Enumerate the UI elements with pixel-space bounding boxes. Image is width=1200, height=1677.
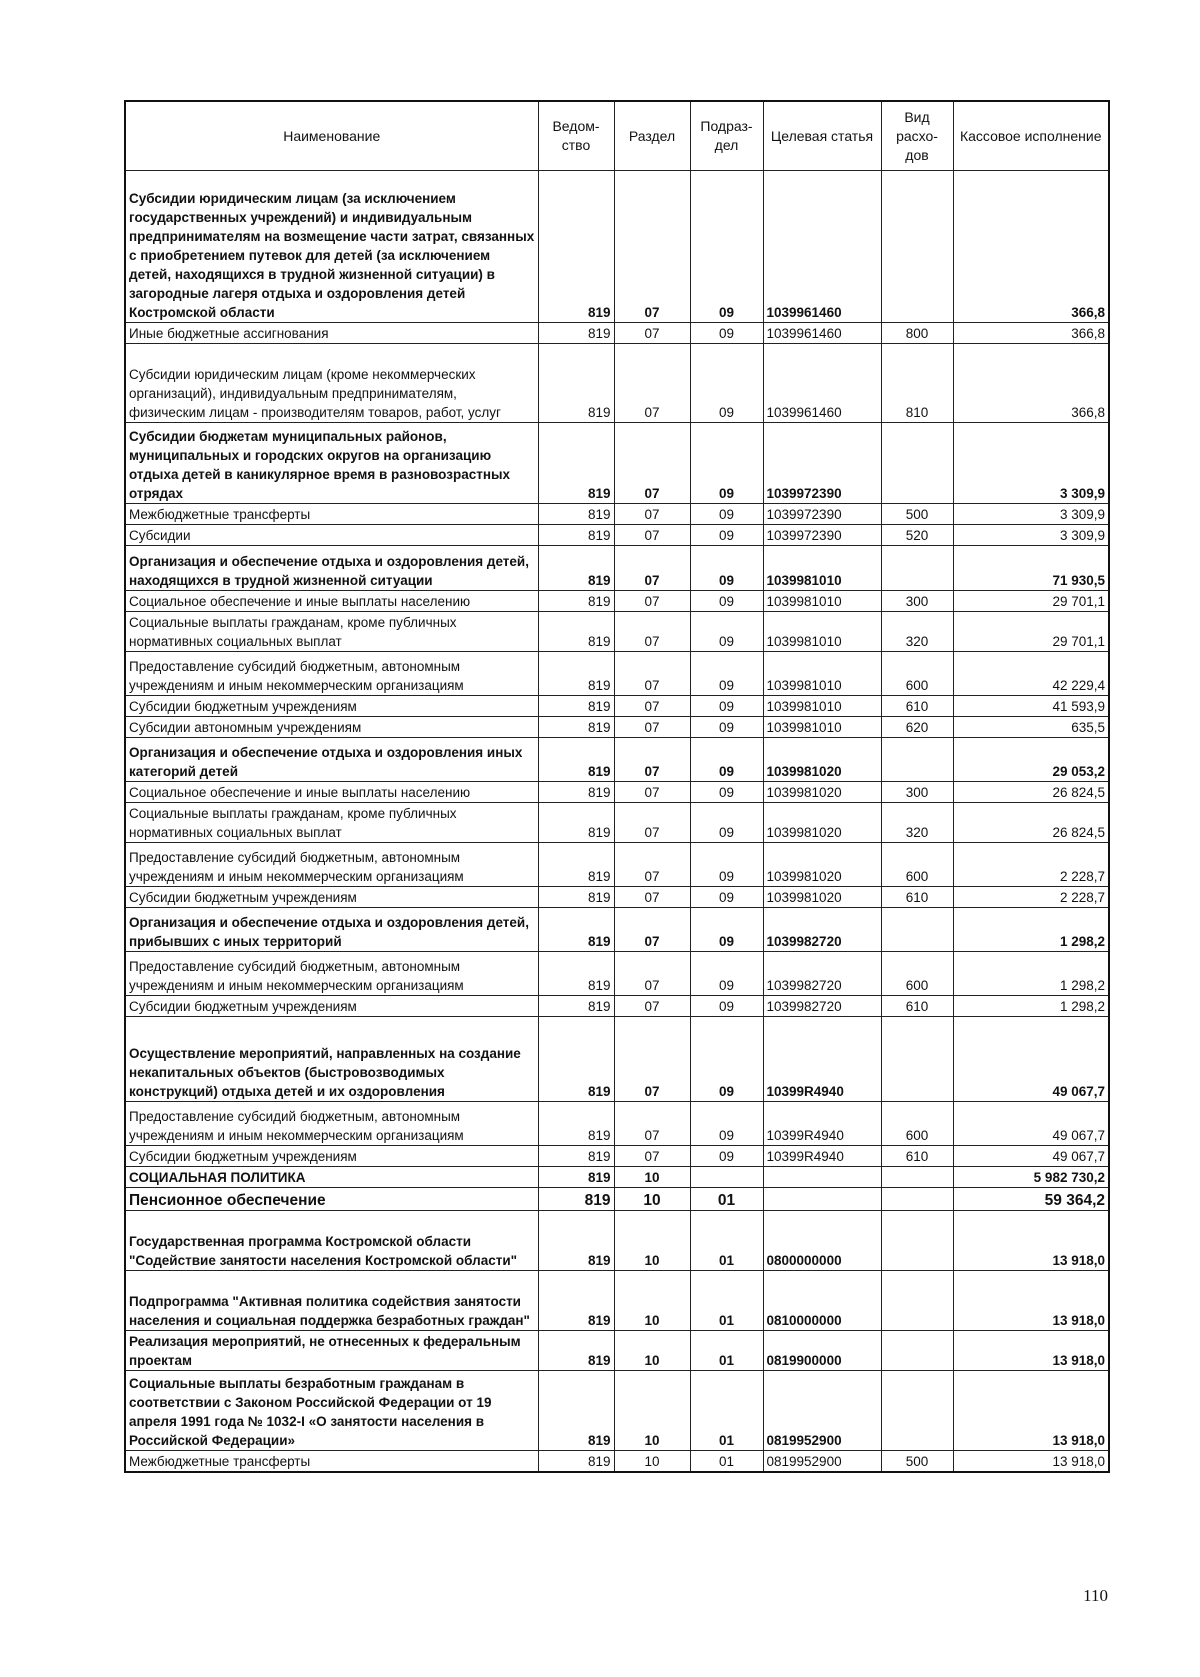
row-podrazdel: 09 [690, 525, 763, 546]
row-vid-raskhodov: 320 [881, 612, 953, 652]
row-vedomstvo: 819 [538, 344, 614, 423]
row-vedomstvo: 819 [538, 591, 614, 612]
row-razdel: 07 [614, 952, 690, 996]
row-name: Субсидии юридическим лицам (за исключением государственных учреждений) и индивидуальным предпринимателям на возмещение части затрат, связанных с приобретением путевок для детей (за исключением детей, находящихся в трудной жизненной ситуации) в загородные лагеря отдыха и оздоровления детей Костромской области [125, 171, 538, 323]
row-kassovoe-ispolnenie: 13 918,0 [953, 1451, 1109, 1472]
row-name: Субсидии автономным учреждениям [125, 717, 538, 738]
row-vid-raskhodov [881, 1167, 953, 1188]
row-vedomstvo: 819 [538, 738, 614, 782]
row-celevaya-statya: 1039981020 [763, 782, 881, 803]
table-row [125, 1167, 1109, 1188]
row-kassovoe-ispolnenie: 41 593,9 [953, 696, 1109, 717]
row-name: Государственная программа Костромской области "Содействие занятости населения Костромской области" [125, 1211, 538, 1271]
row-vedomstvo: 819 [538, 782, 614, 803]
header-kassovoe-ispolnenie: Кассовое исполнение [953, 101, 1109, 171]
row-vedomstvo: 819 [538, 1102, 614, 1146]
row-name: Предоставление субсидий бюджетным, автономным учреждениям и иным некоммерческим организациям [125, 652, 538, 696]
row-razdel: 07 [614, 423, 690, 504]
table-row [125, 908, 1109, 952]
row-razdel: 07 [614, 525, 690, 546]
row-razdel: 07 [614, 738, 690, 782]
table-row [125, 525, 1109, 546]
row-vedomstvo: 819 [538, 323, 614, 344]
table-row [125, 612, 1109, 652]
page-number: 110 [1083, 1586, 1108, 1605]
row-name: Социальные выплаты безработным гражданам в соответствии с Законом Российской Федерации от 19 апреля 1991 года № 1032-I «О занятости населения в Российской Федерации» [125, 1371, 538, 1451]
row-celevaya-statya: 1039961460 [763, 171, 881, 323]
row-kassovoe-ispolnenie: 1 298,2 [953, 996, 1109, 1017]
row-name: Социальное обеспечение и иные выплаты населению [125, 591, 538, 612]
row-celevaya-statya: 1039961460 [763, 344, 881, 423]
row-razdel: 07 [614, 803, 690, 843]
row-podrazdel: 09 [690, 171, 763, 323]
row-podrazdel: 01 [690, 1188, 763, 1211]
row-razdel: 07 [614, 908, 690, 952]
row-vedomstvo: 819 [538, 843, 614, 887]
row-razdel: 07 [614, 887, 690, 908]
row-vid-raskhodov: 520 [881, 525, 953, 546]
row-name: Субсидии бюджетным учреждениям [125, 696, 538, 717]
row-celevaya-statya: 10399R4940 [763, 1146, 881, 1167]
row-name: Подпрограмма "Активная политика содействия занятости населения и социальная поддержка безработных граждан" [125, 1271, 538, 1331]
row-razdel: 07 [614, 1146, 690, 1167]
table-row [125, 843, 1109, 887]
table-row [125, 1017, 1109, 1102]
row-name: Межбюджетные трансферты [125, 1451, 538, 1472]
row-kassovoe-ispolnenie: 71 930,5 [953, 546, 1109, 591]
row-podrazdel: 01 [690, 1331, 763, 1371]
row-vedomstvo: 819 [538, 803, 614, 843]
row-kassovoe-ispolnenie: 29 701,1 [953, 612, 1109, 652]
row-podrazdel: 09 [690, 717, 763, 738]
table-header-row [125, 101, 1109, 171]
row-name: Субсидии бюджетным учреждениям [125, 1146, 538, 1167]
row-vedomstvo: 819 [538, 1451, 614, 1472]
row-celevaya-statya: 1039982720 [763, 996, 881, 1017]
row-celevaya-statya: 0810000000 [763, 1271, 881, 1331]
table-row [125, 1146, 1109, 1167]
row-razdel: 07 [614, 323, 690, 344]
row-kassovoe-ispolnenie: 366,8 [953, 323, 1109, 344]
row-name: Иные бюджетные ассигнования [125, 323, 538, 344]
table-body [125, 171, 1109, 1472]
row-razdel: 07 [614, 843, 690, 887]
row-podrazdel: 09 [690, 952, 763, 996]
row-name: Предоставление субсидий бюджетным, автономным учреждениям и иным некоммерческим организациям [125, 952, 538, 996]
row-celevaya-statya: 0819952900 [763, 1451, 881, 1472]
row-vid-raskhodov: 600 [881, 843, 953, 887]
row-kassovoe-ispolnenie: 2 228,7 [953, 887, 1109, 908]
row-podrazdel: 09 [690, 344, 763, 423]
row-podrazdel: 09 [690, 1146, 763, 1167]
row-vedomstvo: 819 [538, 423, 614, 504]
row-celevaya-statya [763, 1188, 881, 1211]
table-row [125, 1371, 1109, 1451]
row-podrazdel: 09 [690, 782, 763, 803]
row-name: Субсидии [125, 525, 538, 546]
row-razdel: 10 [614, 1211, 690, 1271]
table-row [125, 323, 1109, 344]
table-row [125, 1211, 1109, 1271]
table-row [125, 696, 1109, 717]
row-vid-raskhodov: 300 [881, 782, 953, 803]
row-vedomstvo: 819 [538, 1211, 614, 1271]
row-kassovoe-ispolnenie: 29 053,2 [953, 738, 1109, 782]
header-name: Наименование [125, 101, 538, 171]
row-kassovoe-ispolnenie: 59 364,2 [953, 1188, 1109, 1211]
table-row [125, 1331, 1109, 1371]
row-podrazdel: 01 [690, 1211, 763, 1271]
row-celevaya-statya: 1039981010 [763, 652, 881, 696]
row-podrazdel [690, 1167, 763, 1188]
row-razdel: 07 [614, 1102, 690, 1146]
row-kassovoe-ispolnenie: 1 298,2 [953, 908, 1109, 952]
row-celevaya-statya: 1039961460 [763, 323, 881, 344]
row-celevaya-statya: 1039982720 [763, 952, 881, 996]
row-vid-raskhodov: 800 [881, 323, 953, 344]
row-name: Пенсионное обеспечение [125, 1188, 538, 1211]
row-kassovoe-ispolnenie: 13 918,0 [953, 1331, 1109, 1371]
table-row [125, 1271, 1109, 1331]
row-vid-raskhodov [881, 1017, 953, 1102]
row-razdel: 10 [614, 1371, 690, 1451]
row-vedomstvo: 819 [538, 171, 614, 323]
row-vedomstvo: 819 [538, 952, 614, 996]
row-vid-raskhodov: 610 [881, 696, 953, 717]
row-podrazdel: 09 [690, 323, 763, 344]
row-celevaya-statya [763, 1167, 881, 1188]
budget-execution-table [124, 100, 1110, 1473]
row-kassovoe-ispolnenie: 29 701,1 [953, 591, 1109, 612]
table-row [125, 1451, 1109, 1472]
row-name: Социальное обеспечение и иные выплаты населению [125, 782, 538, 803]
row-podrazdel: 09 [690, 423, 763, 504]
row-celevaya-statya: 10399R4940 [763, 1102, 881, 1146]
table-row [125, 952, 1109, 996]
row-celevaya-statya: 1039981020 [763, 843, 881, 887]
row-kassovoe-ispolnenie: 1 298,2 [953, 952, 1109, 996]
row-razdel: 07 [614, 171, 690, 323]
row-vid-raskhodov: 620 [881, 717, 953, 738]
row-podrazdel: 09 [690, 612, 763, 652]
header-vedomstvo: Ведом-ство [538, 101, 614, 171]
row-name: Социальные выплаты гражданам, кроме публичных нормативных социальных выплат [125, 612, 538, 652]
row-name: Субсидии юридическим лицам (кроме некоммерческих организаций), индивидуальным предпринимателям, физическим лицам - производителям товаров, работ, услуг [125, 344, 538, 423]
row-vedomstvo: 819 [538, 546, 614, 591]
row-vedomstvo: 819 [538, 652, 614, 696]
row-kassovoe-ispolnenie: 366,8 [953, 344, 1109, 423]
row-celevaya-statya: 1039981010 [763, 696, 881, 717]
table-row [125, 1188, 1109, 1211]
row-vedomstvo: 819 [538, 1371, 614, 1451]
row-podrazdel: 09 [690, 1017, 763, 1102]
row-vedomstvo: 819 [538, 1331, 614, 1371]
table-row [125, 652, 1109, 696]
table-row [125, 738, 1109, 782]
row-vid-raskhodov [881, 546, 953, 591]
row-vid-raskhodov: 500 [881, 504, 953, 525]
row-razdel: 07 [614, 344, 690, 423]
row-vid-raskhodov [881, 423, 953, 504]
row-celevaya-statya: 10399R4940 [763, 1017, 881, 1102]
table-row [125, 782, 1109, 803]
row-podrazdel: 01 [690, 1371, 763, 1451]
row-celevaya-statya: 1039972390 [763, 525, 881, 546]
row-podrazdel: 01 [690, 1271, 763, 1331]
table-row [125, 996, 1109, 1017]
row-celevaya-statya: 1039981010 [763, 612, 881, 652]
row-celevaya-statya: 0819900000 [763, 1331, 881, 1371]
row-celevaya-statya: 1039982720 [763, 908, 881, 952]
row-celevaya-statya: 1039972390 [763, 504, 881, 525]
row-kassovoe-ispolnenie: 49 067,7 [953, 1102, 1109, 1146]
row-celevaya-statya: 1039981010 [763, 546, 881, 591]
row-vid-raskhodov: 320 [881, 803, 953, 843]
row-vedomstvo: 819 [538, 1017, 614, 1102]
header-vid-raskhodov: Вид расхо-дов [881, 101, 953, 171]
row-kassovoe-ispolnenie: 26 824,5 [953, 782, 1109, 803]
row-podrazdel: 09 [690, 803, 763, 843]
row-celevaya-statya: 1039981020 [763, 887, 881, 908]
row-name: Организация и обеспечение отдыха и оздоровления иных категорий детей [125, 738, 538, 782]
row-vid-raskhodov [881, 1271, 953, 1331]
row-razdel: 07 [614, 504, 690, 525]
row-vedomstvo: 819 [538, 525, 614, 546]
row-razdel: 07 [614, 996, 690, 1017]
row-celevaya-statya: 1039972390 [763, 423, 881, 504]
row-kassovoe-ispolnenie: 13 918,0 [953, 1271, 1109, 1331]
row-vid-raskhodov: 600 [881, 652, 953, 696]
row-vedomstvo: 819 [538, 504, 614, 525]
row-name: Осуществление мероприятий, направленных на создание некапитальных объектов (быстровозводимых конструкций) отдыха детей и их оздоровления [125, 1017, 538, 1102]
row-name: Организация и обеспечение отдыха и оздоровления детей, прибывших с иных территорий [125, 908, 538, 952]
row-vid-raskhodov: 600 [881, 952, 953, 996]
row-razdel: 10 [614, 1188, 690, 1211]
row-celevaya-statya: 1039981010 [763, 717, 881, 738]
row-name: Субсидии бюджетам муниципальных районов, муниципальных и городских округов на организацию отдыха детей в каникулярное время в разновозрастных отрядах [125, 423, 538, 504]
row-vid-raskhodov [881, 1211, 953, 1271]
row-kassovoe-ispolnenie: 3 309,9 [953, 423, 1109, 504]
row-name: Реализация мероприятий, не отнесенных к федеральным проектам [125, 1331, 538, 1371]
row-razdel: 10 [614, 1451, 690, 1472]
row-podrazdel: 09 [690, 996, 763, 1017]
row-vedomstvo: 819 [538, 1146, 614, 1167]
row-kassovoe-ispolnenie: 635,5 [953, 717, 1109, 738]
table-row [125, 344, 1109, 423]
row-vedomstvo: 819 [538, 996, 614, 1017]
header-celevaya-statya: Целевая статья [763, 101, 881, 171]
row-podrazdel: 09 [690, 696, 763, 717]
row-kassovoe-ispolnenie: 13 918,0 [953, 1211, 1109, 1271]
row-kassovoe-ispolnenie: 366,8 [953, 171, 1109, 323]
row-name: Межбюджетные трансферты [125, 504, 538, 525]
row-vid-raskhodov [881, 908, 953, 952]
table-row [125, 423, 1109, 504]
row-vid-raskhodov [881, 738, 953, 782]
row-vid-raskhodov: 610 [881, 1146, 953, 1167]
row-name: Субсидии бюджетным учреждениям [125, 996, 538, 1017]
row-podrazdel: 09 [690, 546, 763, 591]
row-podrazdel: 09 [690, 591, 763, 612]
row-kassovoe-ispolnenie: 49 067,7 [953, 1146, 1109, 1167]
row-kassovoe-ispolnenie: 42 229,4 [953, 652, 1109, 696]
row-razdel: 07 [614, 612, 690, 652]
row-razdel: 07 [614, 1017, 690, 1102]
row-razdel: 10 [614, 1167, 690, 1188]
row-celevaya-statya: 0800000000 [763, 1211, 881, 1271]
row-kassovoe-ispolnenie: 5 982 730,2 [953, 1167, 1109, 1188]
row-podrazdel: 01 [690, 1451, 763, 1472]
row-vedomstvo: 819 [538, 1167, 614, 1188]
row-vid-raskhodov [881, 1331, 953, 1371]
row-vid-raskhodov: 810 [881, 344, 953, 423]
table-row [125, 591, 1109, 612]
row-razdel: 07 [614, 696, 690, 717]
row-celevaya-statya: 0819952900 [763, 1371, 881, 1451]
row-kassovoe-ispolnenie: 49 067,7 [953, 1017, 1109, 1102]
row-vedomstvo: 819 [538, 717, 614, 738]
header-podrazdel: Подраз-дел [690, 101, 763, 171]
table-row [125, 504, 1109, 525]
table-row [125, 546, 1109, 591]
table-row [125, 1102, 1109, 1146]
row-podrazdel: 09 [690, 1102, 763, 1146]
table-row [125, 717, 1109, 738]
row-kassovoe-ispolnenie: 26 824,5 [953, 803, 1109, 843]
row-kassovoe-ispolnenie: 13 918,0 [953, 1371, 1109, 1451]
row-name: СОЦИАЛЬНАЯ ПОЛИТИКА [125, 1167, 538, 1188]
row-vid-raskhodov [881, 1371, 953, 1451]
row-name: Предоставление субсидий бюджетным, автономным учреждениям и иным некоммерческим организациям [125, 843, 538, 887]
row-podrazdel: 09 [690, 843, 763, 887]
row-celevaya-statya: 1039981010 [763, 591, 881, 612]
row-podrazdel: 09 [690, 652, 763, 696]
row-razdel: 10 [614, 1271, 690, 1331]
row-vid-raskhodov: 610 [881, 887, 953, 908]
row-celevaya-statya: 1039981020 [763, 738, 881, 782]
row-name: Субсидии бюджетным учреждениям [125, 887, 538, 908]
row-podrazdel: 09 [690, 908, 763, 952]
row-kassovoe-ispolnenie: 3 309,9 [953, 525, 1109, 546]
row-vedomstvo: 819 [538, 887, 614, 908]
row-vid-raskhodov: 600 [881, 1102, 953, 1146]
row-vid-raskhodov: 300 [881, 591, 953, 612]
row-razdel: 07 [614, 546, 690, 591]
table-row [125, 887, 1109, 908]
row-name: Организация и обеспечение отдыха и оздоровления детей, находящихся в трудной жизненной ситуации [125, 546, 538, 591]
table-row [125, 171, 1109, 323]
row-podrazdel: 09 [690, 504, 763, 525]
row-vedomstvo: 819 [538, 612, 614, 652]
row-name: Социальные выплаты гражданам, кроме публичных нормативных социальных выплат [125, 803, 538, 843]
row-razdel: 07 [614, 591, 690, 612]
row-celevaya-statya: 1039981020 [763, 803, 881, 843]
row-vedomstvo: 819 [538, 696, 614, 717]
row-name: Предоставление субсидий бюджетным, автономным учреждениям и иным некоммерческим организациям [125, 1102, 538, 1146]
row-vid-raskhodov [881, 171, 953, 323]
row-podrazdel: 09 [690, 738, 763, 782]
row-podrazdel: 09 [690, 887, 763, 908]
row-razdel: 07 [614, 782, 690, 803]
row-razdel: 07 [614, 652, 690, 696]
header-razdel: Раздел [614, 101, 690, 171]
row-razdel: 07 [614, 717, 690, 738]
row-vid-raskhodov: 500 [881, 1451, 953, 1472]
row-vid-raskhodov: 610 [881, 996, 953, 1017]
row-razdel: 10 [614, 1331, 690, 1371]
row-vid-raskhodov [881, 1188, 953, 1211]
row-vedomstvo: 819 [538, 908, 614, 952]
table-row [125, 803, 1109, 843]
row-kassovoe-ispolnenie: 3 309,9 [953, 504, 1109, 525]
row-vedomstvo: 819 [538, 1188, 614, 1211]
row-kassovoe-ispolnenie: 2 228,7 [953, 843, 1109, 887]
row-vedomstvo: 819 [538, 1271, 614, 1331]
